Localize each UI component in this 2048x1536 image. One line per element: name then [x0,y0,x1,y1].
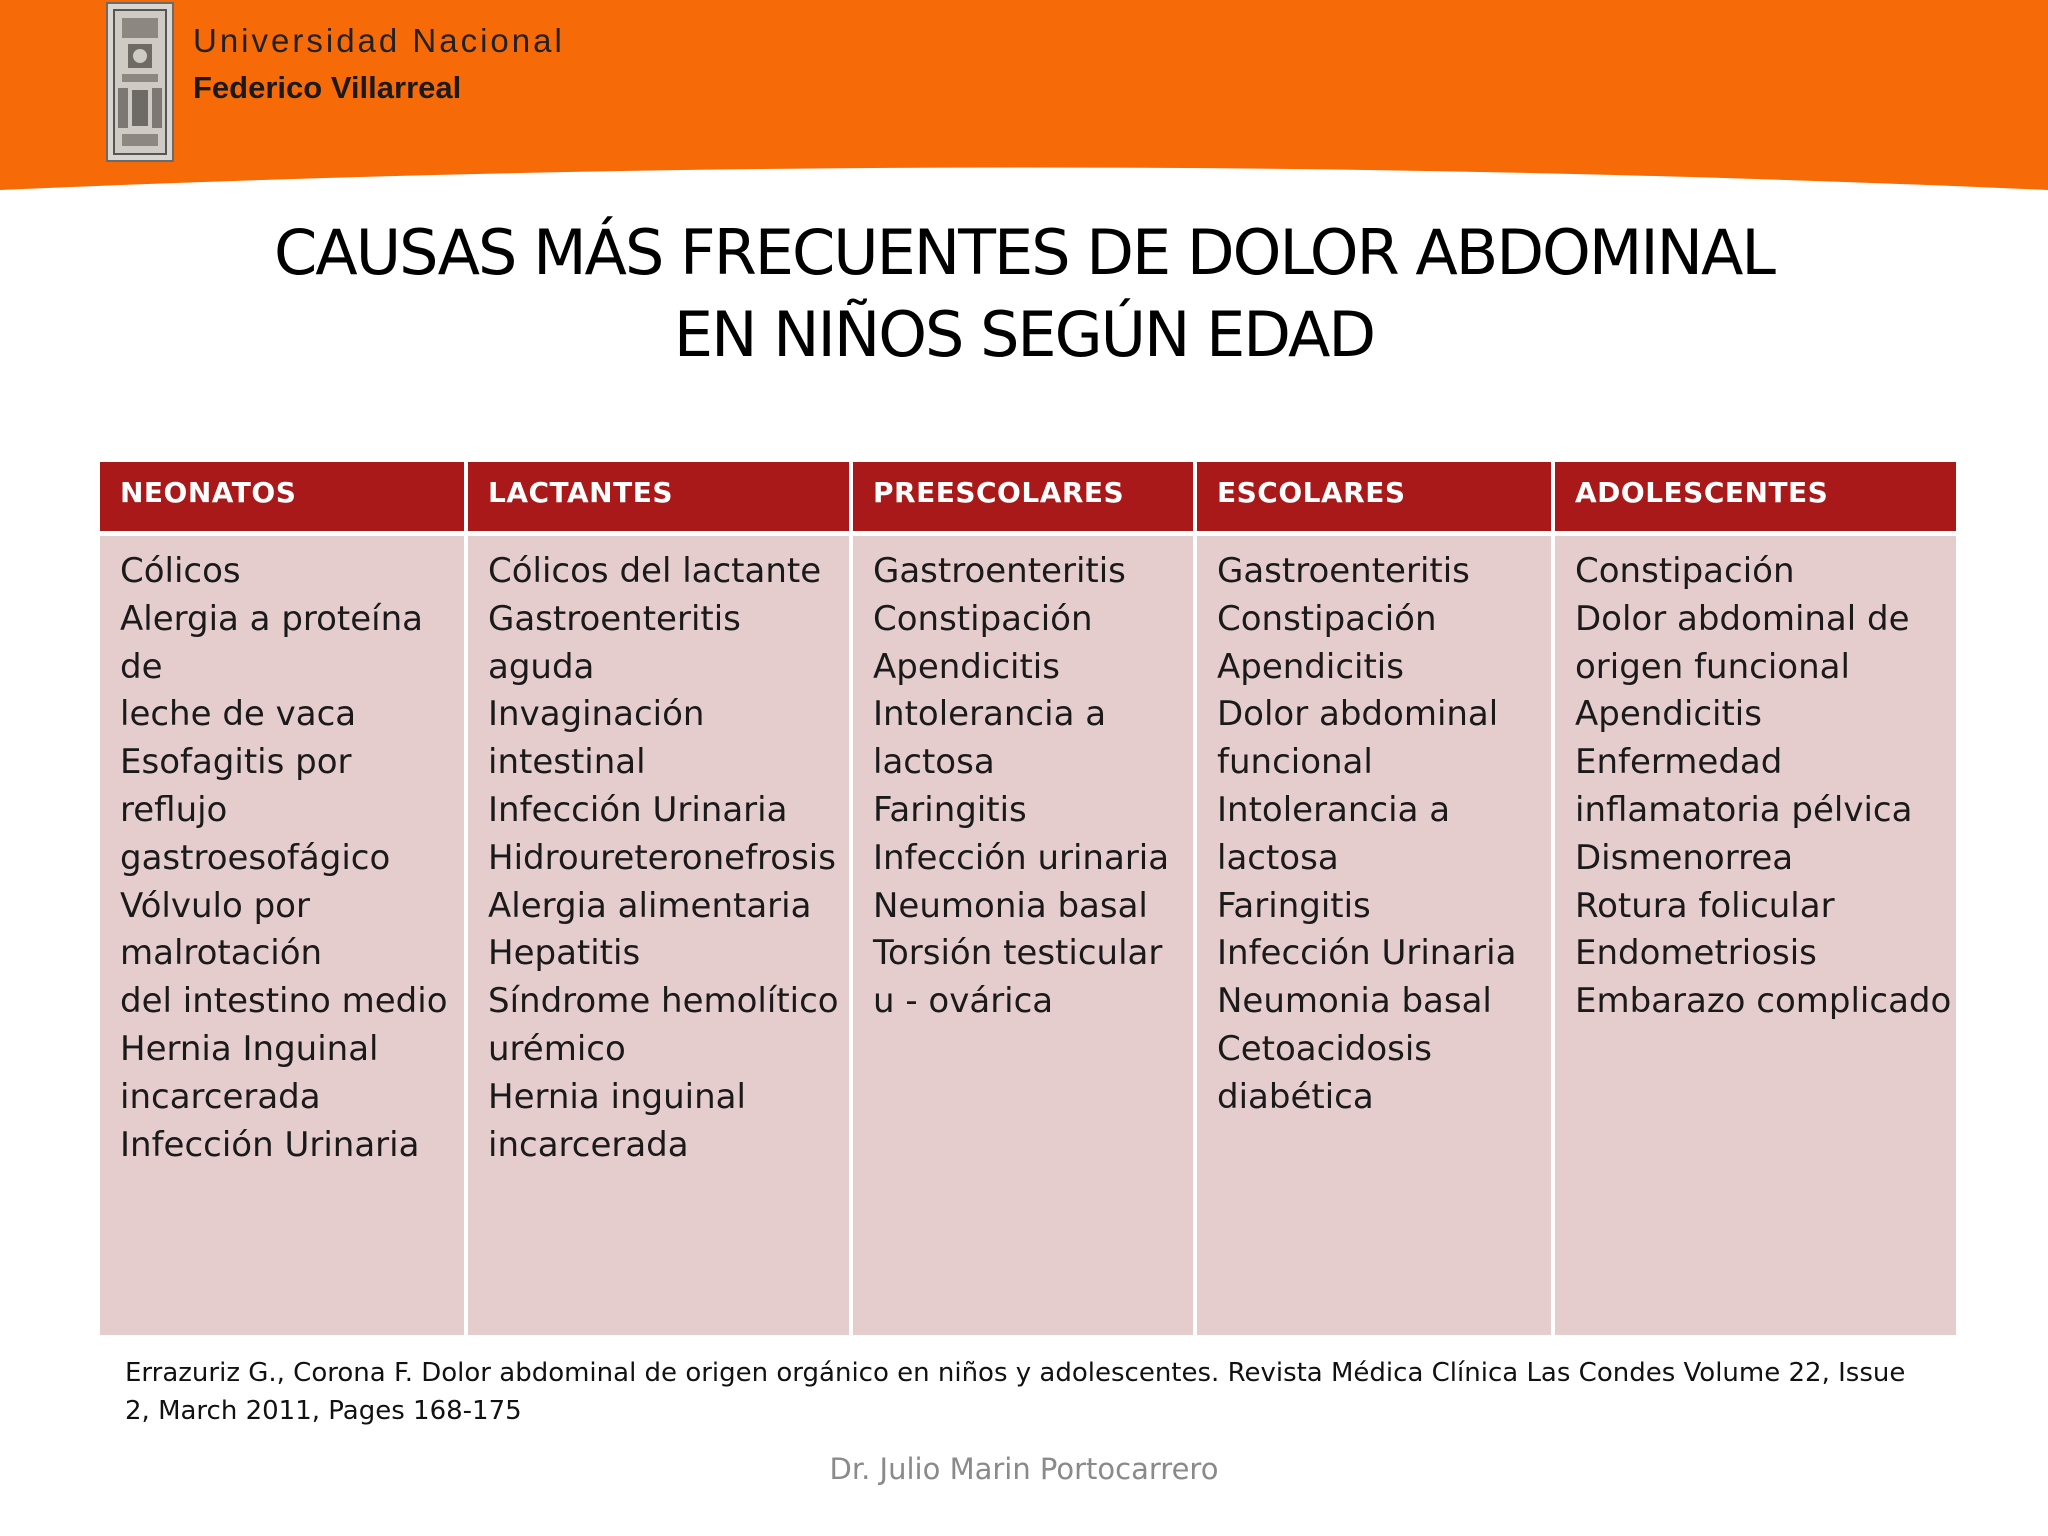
column-preescolares [853,462,1193,1335]
cause-line: Alergia a proteína [120,598,424,639]
cause-line: Infección urinaria [873,837,1170,878]
cause-line: Faringitis [873,789,1027,830]
university-subtitle: Federico Villarreal [193,70,462,105]
cause-line: lactosa [1217,837,1339,878]
cause-line: Neumonia basal [873,885,1148,926]
cause-line: origen funcional [1575,646,1850,687]
cause-line: Intolerancia a [1217,789,1451,830]
cause-line: u - ovárica [873,981,1054,1022]
university-crest-icon [106,2,174,162]
column-body [468,536,849,1335]
cause-line: Intolerancia a [873,694,1107,735]
cause-line: Apendicitis [1575,694,1762,735]
title-line-1: CAUSAS MÁS FRECUENTES DE DOLOR ABDOMINAL [274,216,1774,289]
cause-line: Hidroureteronefrosis [488,837,836,878]
cause-line: Cetoacidosis [1217,1028,1433,1069]
cause-line: Constipación [873,598,1093,639]
cause-line: Cólicos del lactante [488,551,822,591]
title-line-2: EN NIÑOS SEGÚN EDAD [673,298,1375,371]
cause-line: Constipación [1217,598,1437,639]
cause-line: malrotación [120,933,323,974]
cause-line: Dolor abdominal de [1575,598,1910,639]
cause-line: del intestino medio [120,981,448,1022]
cause-line: lactosa [873,742,995,783]
column-neonatos [100,462,464,1335]
cause-line: Neumonia basal [1217,981,1492,1022]
cause-line: Infección Urinaria [120,1124,420,1165]
cause-line: intestinal [488,742,646,783]
cause-line: Enfermedad [1575,742,1783,783]
cause-line: incarcerada [488,1124,689,1165]
column-body [853,536,1193,1335]
cause-line: Vólvulo por [120,885,310,926]
cause-line: Infección Urinaria [1217,933,1517,974]
cause-line: Invaginación [488,694,705,735]
column-body [1197,536,1551,1335]
cause-line: Hernia Inguinal [120,1028,379,1069]
column-body [100,536,464,1335]
cause-line: Alergia alimentaria [488,885,812,926]
cause-line: Rotura folicular [1575,885,1835,926]
cause-line: aguda [488,646,595,687]
column-header: ESCOLARES [1197,462,1551,531]
university-name: Universidad Nacional [193,22,565,59]
cause-line: de [120,646,163,687]
cause-line: Gastroenteritis [873,551,1126,591]
cause-line: reflujo [120,789,228,830]
cause-line: Torsión testicular [873,933,1163,974]
slide-title [100,212,1948,376]
cause-line: Apendicitis [873,646,1060,687]
cause-line: Dismenorrea [1575,837,1794,878]
cause-line: inflamatoria pélvica [1575,789,1913,830]
reference-line-2: 2, March 2011, Pages 168-175 [125,1396,522,1426]
cause-line: leche de vaca [120,694,357,735]
cause-line: funcional [1217,742,1373,783]
cause-line: Cólicos [120,551,241,591]
cause-line: Síndrome hemolítico [488,981,839,1022]
causes-table [100,462,1956,1335]
cause-line: Dolor abdominal [1217,694,1499,735]
column-adolescentes [1555,462,1956,1335]
cause-line: Constipación [1575,551,1795,591]
column-escolares [1197,462,1551,1335]
cause-line: Esofagitis por [120,742,352,783]
cause-line: incarcerada [120,1076,321,1117]
cause-line: diabética [1217,1076,1374,1117]
bibliographic-reference [125,1354,1925,1430]
column-header: PREESCOLARES [853,462,1193,531]
author-credit: Dr. Julio Marin Portocarrero [829,1452,1219,1486]
cause-line: Endometriosis [1575,933,1817,974]
column-header: LACTANTES [468,462,849,531]
cause-line: Hepatitis [488,933,641,974]
column-header: NEONATOS [100,462,464,531]
column-header: ADOLESCENTES [1555,462,1956,531]
column-body [1555,536,1956,1335]
reference-line-1: Errazuriz G., Corona F. Dolor abdominal de origen orgánico en niños y adolescentes. Revista Médica Clínica Las Condes Volume 22, Issue [125,1358,1906,1388]
cause-line: urémico [488,1028,626,1069]
cause-line: Gastroenteritis [488,598,741,639]
cause-line: Gastroenteritis [1217,551,1470,591]
column-lactantes [468,462,849,1335]
cause-line: Faringitis [1217,885,1371,926]
cause-line: Hernia inguinal [488,1076,746,1117]
cause-line: Apendicitis [1217,646,1404,687]
cause-line: gastroesofágico [120,837,391,878]
cause-line: Embarazo complicado [1575,981,1952,1022]
cause-line: Infección Urinaria [488,789,788,830]
